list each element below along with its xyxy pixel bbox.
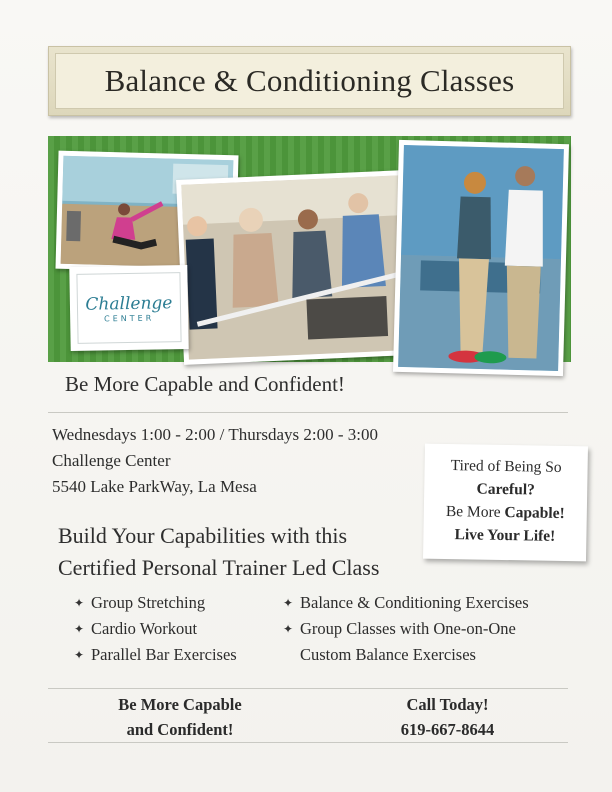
photo-parallel-bars xyxy=(176,170,412,365)
callout-line-3b: Capable! xyxy=(504,503,565,523)
list-item xyxy=(74,616,237,642)
list-item xyxy=(283,590,529,616)
list-item xyxy=(283,616,529,642)
call-today-text: Call Today! xyxy=(406,695,489,714)
parallel-bars-scene-illustration xyxy=(181,175,406,359)
headline-line-2: Certified Personal Trainer Led Class xyxy=(58,555,380,580)
star-bullet-icon: ✦ xyxy=(74,596,85,610)
tagline: Be More Capable and Confident! xyxy=(65,372,345,396)
bullet-list-right xyxy=(283,590,529,668)
callout-line-1: Tired of Being So xyxy=(450,457,562,476)
star-bullet-icon: ✦ xyxy=(74,622,85,636)
headline xyxy=(58,520,379,584)
star-bullet-icon: ✦ xyxy=(74,648,85,662)
list-item xyxy=(74,590,237,616)
title-banner xyxy=(48,46,571,116)
list-item-text: Group Classes with One-on-One xyxy=(300,619,516,638)
star-bullet-icon: ✦ xyxy=(283,596,294,610)
bullet-list-left xyxy=(74,590,237,668)
list-item-text: Parallel Bar Exercises xyxy=(91,645,237,664)
challenge-center-logo xyxy=(69,265,188,351)
star-bullet-icon: ✦ xyxy=(283,622,294,636)
page-title: Balance & Conditioning Classes xyxy=(104,63,515,98)
callout-line-2: Careful? xyxy=(476,480,535,499)
list-item-text: Group Stretching xyxy=(91,593,206,612)
list-item-text: Cardio Workout xyxy=(91,619,198,638)
list-item-continuation: Custom Balance Exercises xyxy=(300,645,476,664)
logo-frame xyxy=(76,272,181,344)
logo-subtitle: CENTER xyxy=(104,313,155,323)
footer-slogan-line-1: Be More Capable xyxy=(118,695,242,714)
divider-top xyxy=(48,412,568,413)
list-item-text: Balance & Conditioning Exercises xyxy=(300,593,529,612)
balance-scene-illustration xyxy=(398,145,564,371)
callout-card xyxy=(423,444,588,562)
title-frame xyxy=(55,53,564,109)
class-info xyxy=(52,422,378,500)
footer-contact xyxy=(380,692,515,742)
location-text: Challenge Center xyxy=(52,451,171,470)
address-text: 5540 Lake ParkWay, La Mesa xyxy=(52,477,257,496)
headline-line-1: Build Your Capabilities with this xyxy=(58,523,348,548)
photo-balance-training xyxy=(393,140,569,376)
footer-slogan-line-2: and Confident! xyxy=(126,720,234,739)
footer-slogan xyxy=(100,692,260,742)
schedule-text: Wednesdays 1:00 - 2:00 / Thursdays 2:00 - 3:00 xyxy=(52,425,379,444)
logo-wordmark: Challenge xyxy=(85,292,173,315)
phone-number: 619-667-8644 xyxy=(400,720,495,739)
callout-line-3a: Be More xyxy=(445,502,505,521)
callout-line-4: Live Your Life! xyxy=(454,526,556,545)
divider-bottom-top xyxy=(48,688,568,689)
divider-bottom xyxy=(48,742,568,743)
list-item xyxy=(74,642,237,668)
